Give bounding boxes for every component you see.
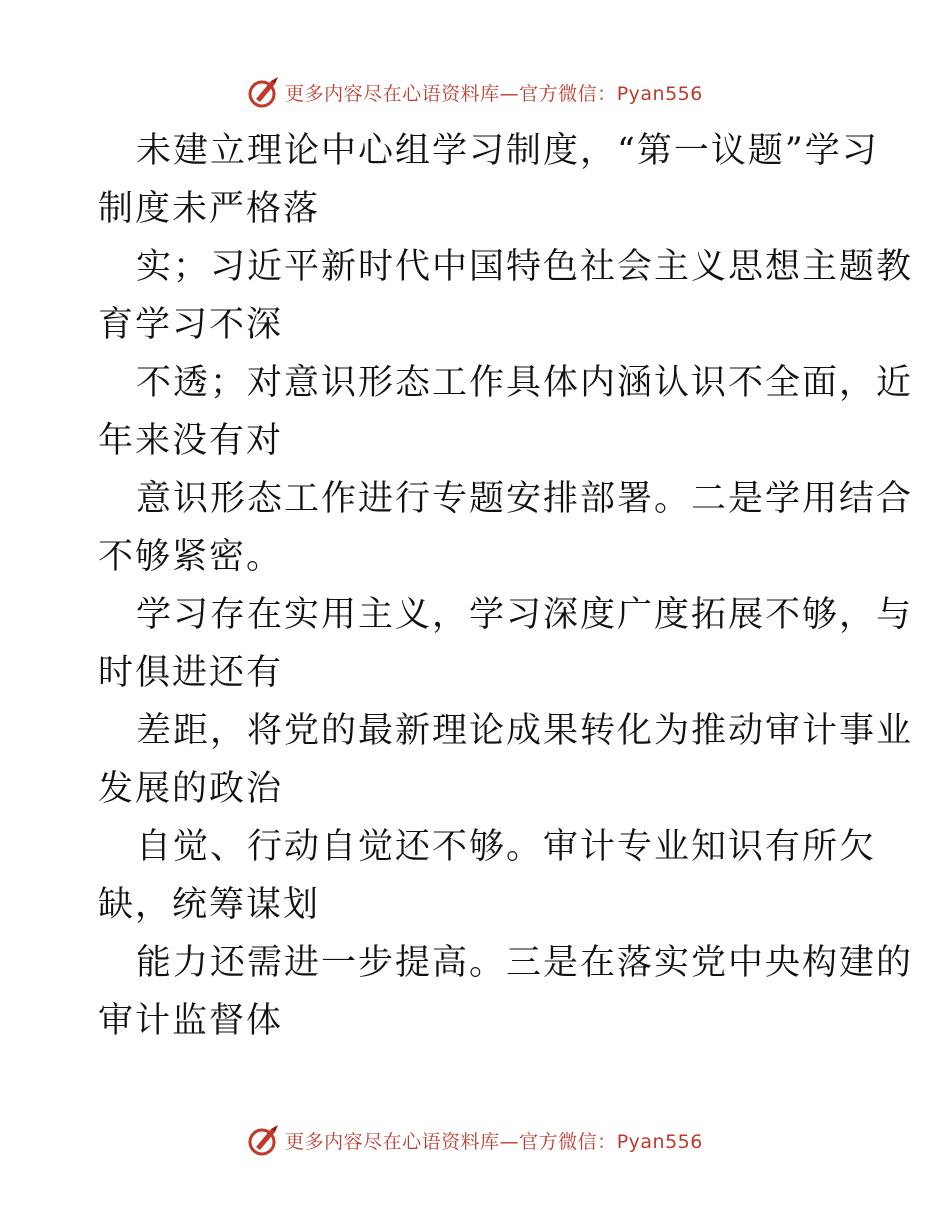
body-line: 时俱进还有 bbox=[98, 653, 284, 693]
body-line: 发展的政治 bbox=[98, 769, 284, 809]
watermark-official-label: 官方微信： bbox=[519, 1130, 617, 1153]
body-line: 育学习不深 bbox=[98, 305, 284, 345]
quill-logo-icon bbox=[247, 1123, 281, 1157]
watermark-wechat-id: Pyan556 bbox=[616, 82, 703, 105]
watermark-text bbox=[285, 79, 703, 106]
body-line: 缺，统筹谋划 bbox=[98, 885, 321, 925]
watermark-site: 更多内容尽在心语资料库 bbox=[285, 82, 500, 105]
document-body bbox=[98, 122, 914, 1050]
body-line: 实；习近平新时代中国特色社会主义思想主题教 bbox=[136, 247, 914, 287]
body-line: 能力还需进一步提高。三是在落实党中央构建的 bbox=[136, 943, 914, 983]
body-line: 制度未严格落 bbox=[98, 189, 321, 229]
watermark-site: 更多内容尽在心语资料库 bbox=[285, 1130, 500, 1153]
quill-logo-icon bbox=[247, 75, 281, 109]
body-line: 差距，将党的最新理论成果转化为推动审计事业 bbox=[136, 711, 914, 751]
body-line: 学习存在实用主义，学习深度广度拓展不够，与 bbox=[136, 595, 914, 635]
footer-watermark bbox=[0, 1120, 950, 1160]
body-line: 不够紧密。 bbox=[98, 537, 284, 577]
body-line: 不透；对意识形态工作具体内涵认识不全面，近 bbox=[136, 363, 914, 403]
watermark-separator: — bbox=[499, 82, 520, 105]
header-watermark bbox=[0, 72, 950, 112]
watermark-separator: — bbox=[499, 1130, 520, 1153]
body-line: 意识形态工作进行专题安排部署。二是学用结合 bbox=[136, 479, 914, 519]
body-line: 审计监督体 bbox=[98, 1001, 284, 1041]
watermark-text bbox=[285, 1127, 703, 1154]
body-line: 年来没有对 bbox=[98, 421, 284, 461]
watermark-official-label: 官方微信： bbox=[519, 82, 617, 105]
body-line: 自觉、行动自觉还不够。审计专业知识有所欠 bbox=[136, 827, 877, 867]
watermark-wechat-id: Pyan556 bbox=[616, 1130, 703, 1153]
body-line: 未建立理论中心组学习制度，“第一议题”学习 bbox=[136, 131, 879, 171]
